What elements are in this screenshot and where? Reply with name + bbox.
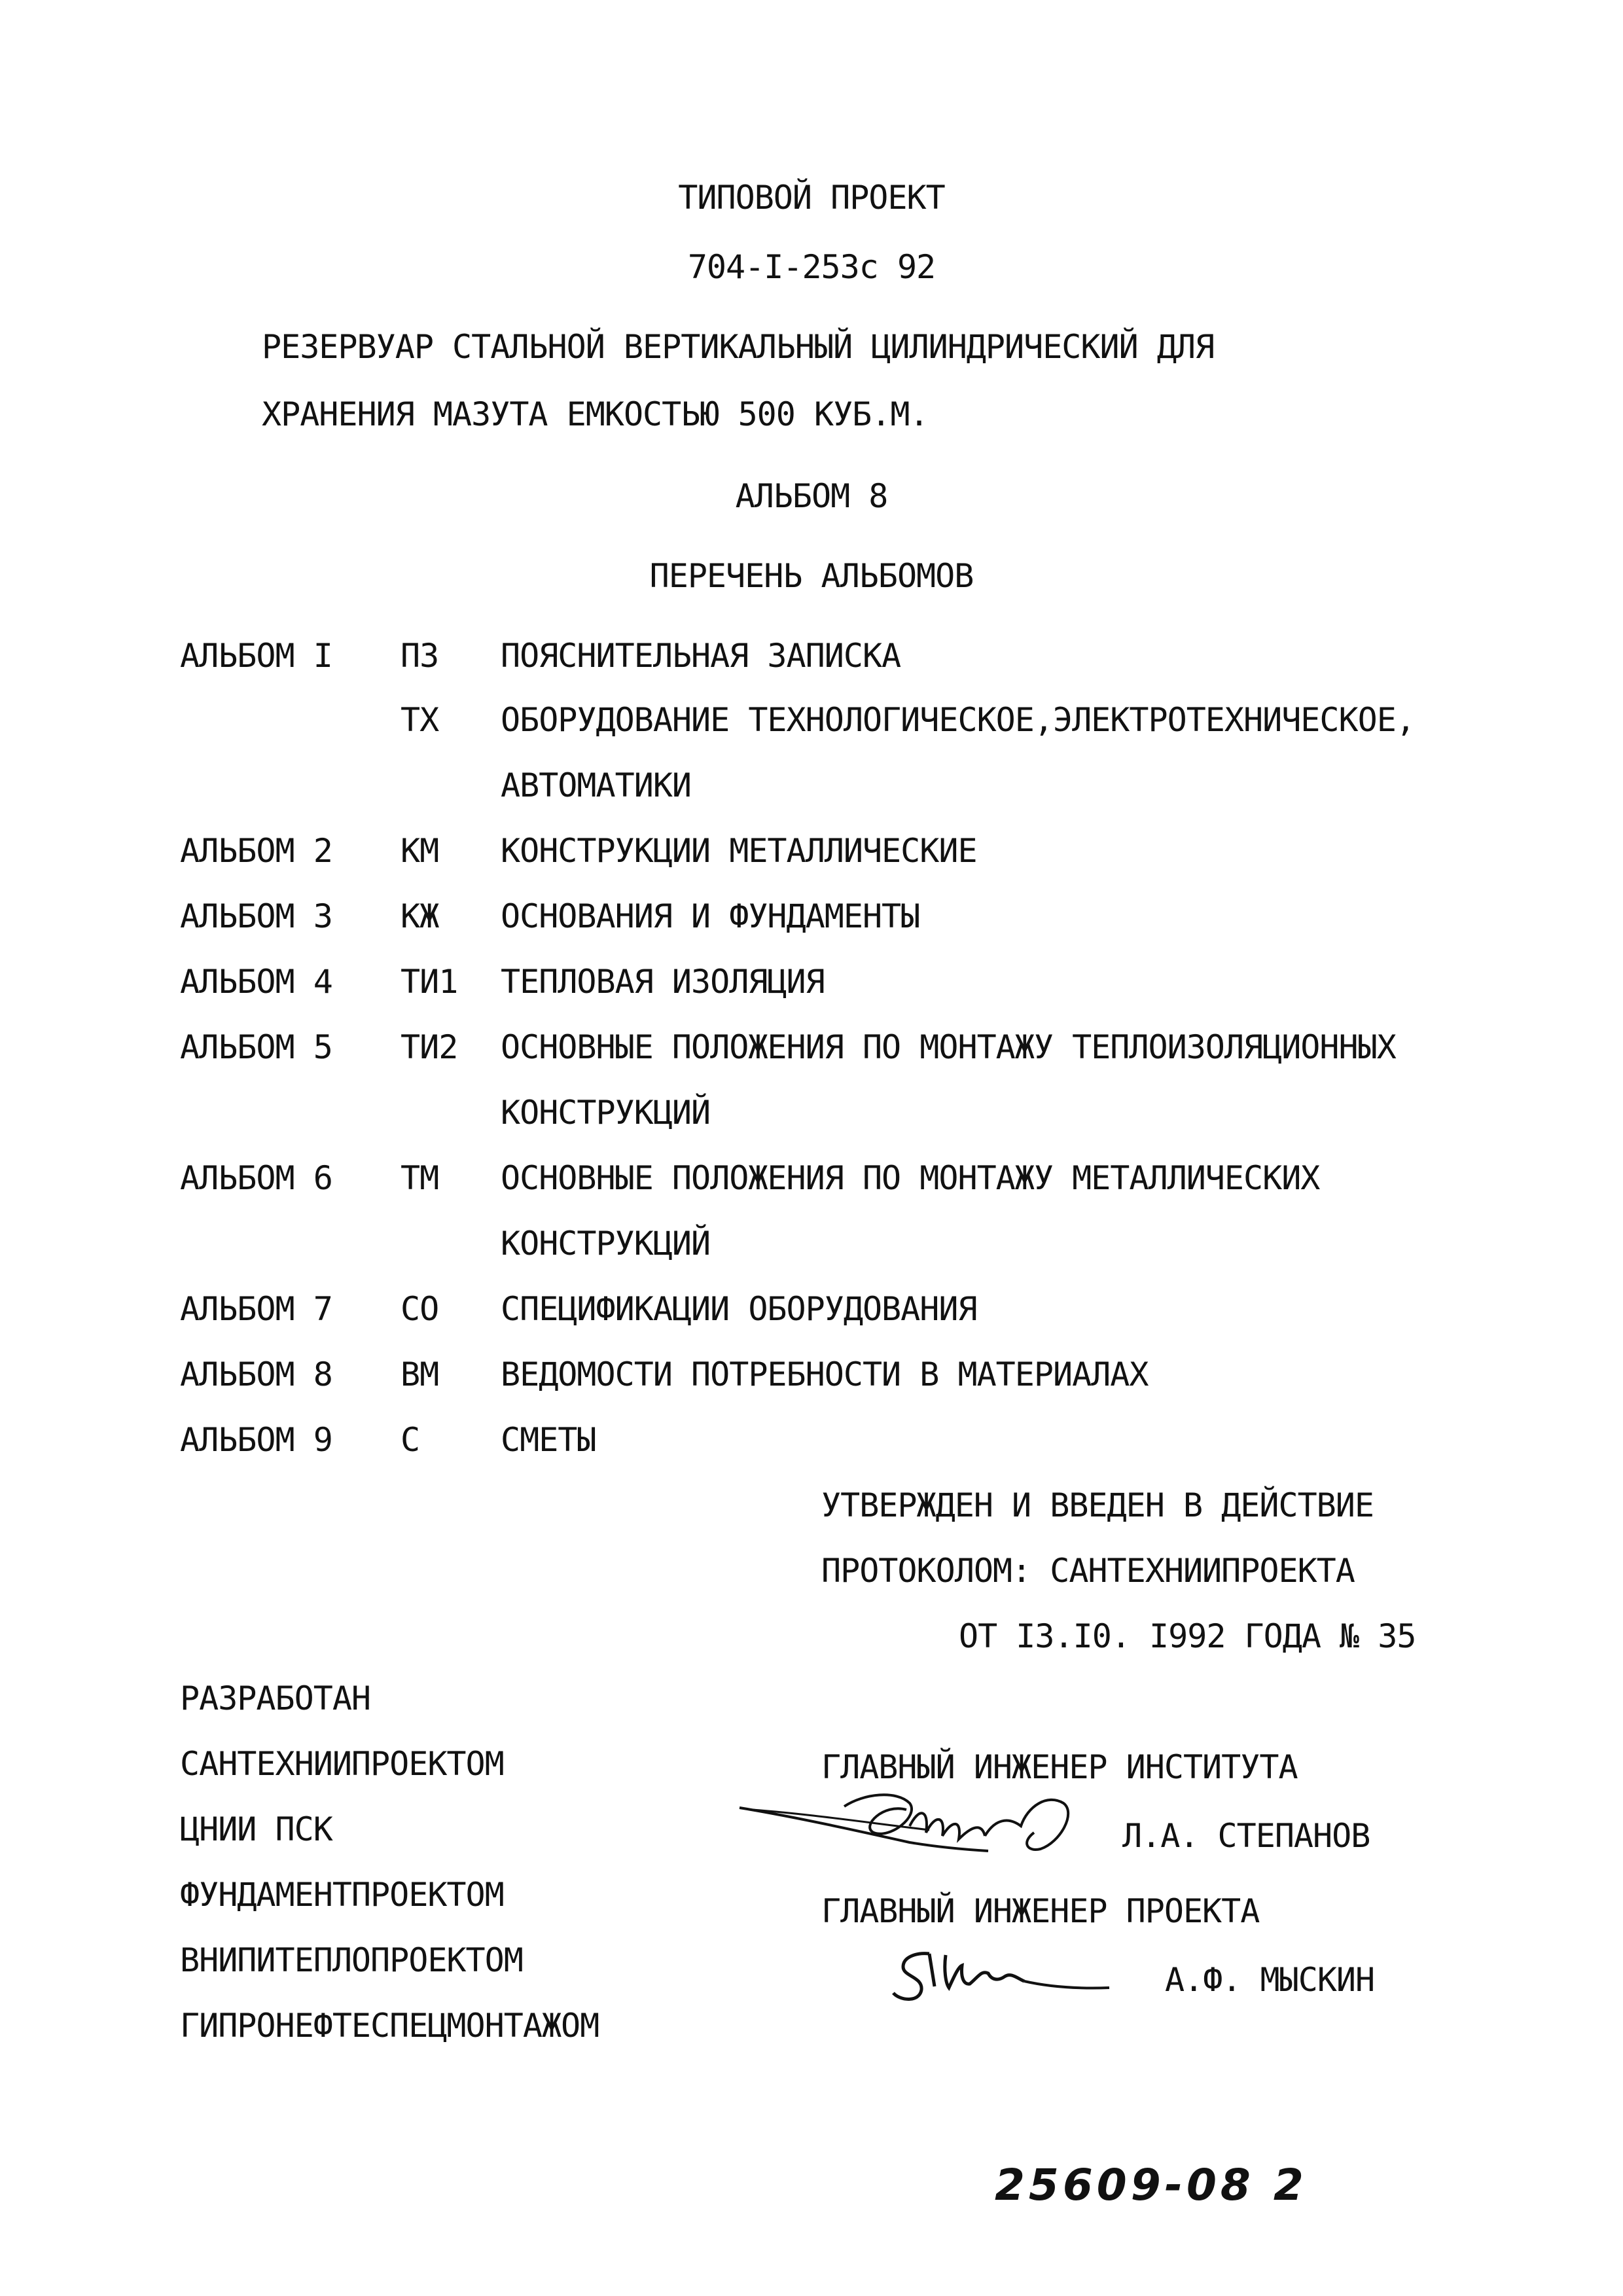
chief-project-title: ГЛАВНЫЙ ИНЖЕНЕР ПРОЕКТА [821, 1892, 1260, 1930]
developer-org: ЦНИИ ПСК [180, 1810, 332, 1848]
album-name: КОНСТРУКЦИИ МЕТАЛЛИЧЕСКИЕ [501, 832, 977, 870]
album-code: ТИ1 [401, 963, 458, 1001]
album-number: АЛЬБОМ 2 [180, 832, 332, 870]
chief-institute-name: Л.А. СТЕПАНОВ [1122, 1817, 1370, 1855]
album-number: АЛЬБОМ 9 [180, 1421, 332, 1459]
developers-heading: РАЗРАБОТАН [180, 1679, 371, 1717]
album-name: СПЕЦИФИКАЦИИ ОБОРУДОВАНИЯ [501, 1290, 977, 1328]
album-number: АЛЬБОМ 8 [180, 1355, 332, 1393]
footer-doc-number: 25609-08 2 [995, 2160, 1308, 2210]
album-name-cont: АВТОМАТИКИ [501, 766, 692, 804]
approval-line-3: ОТ I3.I0. I992 ГОДА № 35 [959, 1617, 1416, 1655]
album-code: СО [401, 1290, 439, 1328]
album-number: АЛЬБОМ 3 [180, 897, 332, 935]
album-code: ВМ [401, 1355, 439, 1393]
album-name: ПОЯСНИТЕЛЬНАЯ ЗАПИСКА [501, 637, 901, 675]
albums-list-title: ПЕРЕЧЕНЬ АЛЬБОМОВ [649, 557, 974, 595]
album-code: ТМ [401, 1159, 439, 1197]
chief-project-name: А.Ф. МЫСКИН [1165, 1961, 1375, 1999]
signature-stepanov [733, 1780, 1099, 1878]
album-code: КЖ [401, 897, 439, 935]
album-number: АЛЬБОМ 7 [180, 1290, 332, 1328]
chief-institute-title: ГЛАВНЫЙ ИНЖЕНЕР ИНСТИТУТА [821, 1748, 1298, 1786]
album-code: КМ [401, 832, 439, 870]
album-name: ОБОРУДОВАНИЕ ТЕХНОЛОГИЧЕСКОЕ,ЭЛЕКТРОТЕХНИЧЕСКОЕ, [501, 701, 1415, 739]
developer-org: ФУНДАМЕНТПРОЕКТОМ [180, 1876, 504, 1914]
title-line-1: РЕЗЕРВУАР СТАЛЬНОЙ ВЕРТИКАЛЬНЫЙ ЦИЛИНДРИЧЕСКИЙ ДЛЯ [262, 328, 1215, 366]
approval-line-2: ПРОТОКОЛОМ: САНТЕХНИИПРОЕКТА [821, 1552, 1355, 1590]
album-name: ОСНОВАНИЯ И ФУНДАМЕНТЫ [501, 897, 920, 935]
album-name: ВЕДОМОСТИ ПОТРЕБНОСТИ В МАТЕРИАЛАХ [501, 1355, 1149, 1393]
project-number: 704-I-253с 92 [687, 248, 936, 286]
developer-org: САНТЕХНИИПРОЕКТОМ [180, 1745, 504, 1783]
album-number: АЛЬБОМ 4 [180, 963, 332, 1001]
album-code: С [401, 1421, 420, 1459]
doc-type-label: ТИПОВОЙ ПРОЕКТ [678, 179, 945, 217]
developer-org: ГИПРОНЕФТЕСПЕЦМОНТАЖОМ [180, 2007, 599, 2045]
approval-line-1: УТВЕРЖДЕН И ВВЕДЕН В ДЕЙСТВИЕ [821, 1486, 1374, 1524]
album-label: АЛЬБОМ 8 [735, 477, 888, 515]
album-name: ОСНОВНЫЕ ПОЛОЖЕНИЯ ПО МОНТАЖУ МЕТАЛЛИЧЕСКИХ [501, 1159, 1320, 1197]
album-name-cont: КОНСТРУКЦИЙ [501, 1225, 711, 1263]
album-number: АЛЬБОМ 5 [180, 1028, 332, 1066]
developer-org: ВНИПИТЕПЛОПРОЕКТОМ [180, 1941, 523, 1979]
signature-myskin [883, 1941, 1119, 2013]
album-number: АЛЬБОМ I [180, 637, 332, 675]
album-name: ОСНОВНЫЕ ПОЛОЖЕНИЯ ПО МОНТАЖУ ТЕПЛОИЗОЛЯЦИОННЫХ [501, 1028, 1396, 1066]
album-name-cont: КОНСТРУКЦИЙ [501, 1094, 711, 1132]
album-name: СМЕТЫ [501, 1421, 596, 1459]
title-line-2: ХРАНЕНИЯ МАЗУТА ЕМКОСТЬЮ 500 КУБ.М. [262, 395, 929, 433]
album-code: ТХ [401, 701, 439, 739]
album-number: АЛЬБОМ 6 [180, 1159, 332, 1197]
album-code: ПЗ [401, 637, 439, 675]
album-code: ТИ2 [401, 1028, 458, 1066]
album-name: ТЕПЛОВАЯ ИЗОЛЯЦИЯ [501, 963, 825, 1001]
